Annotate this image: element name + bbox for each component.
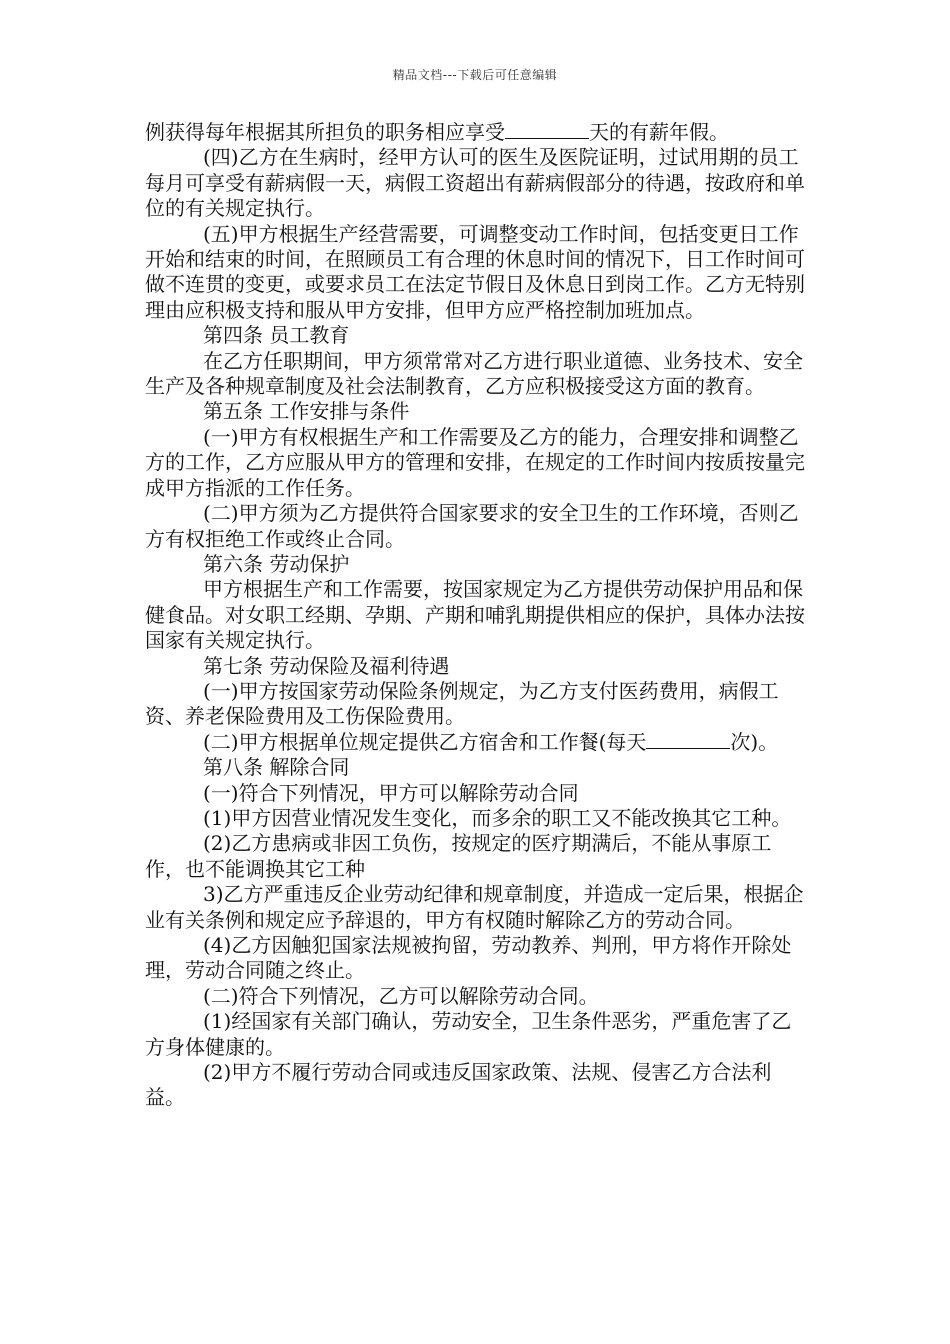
paragraph-12 (145, 730, 810, 755)
section-heading-4: 第四条 员工教育 (203, 323, 350, 348)
paragraph-1: (四)乙方在生病时，经甲方认可的医生及医院证明，过试用期的员工每月可享受有薪病假一天，病假工资超出有薪病假部分的待遇，按政府和单位的有关规定执行。 (145, 145, 805, 221)
paragraph-12-text-end: 次)。 (730, 729, 779, 754)
paragraph-4: 在乙方任职期间，甲方须常常对乙方进行职业道德、业务技术、安全生产及各种规章制度及社会法制教育，乙方应积极接受这方面的教育。 (145, 348, 803, 399)
paragraph-0 (145, 120, 810, 145)
paragraph-0-text-end: 天的有薪年假。 (589, 120, 729, 144)
paragraph-2: (五)甲方根据生产经营需要，可调整变动工作时间，包括变更日工作开始和结束的时间，在照顾员工有合理的休息时间的情况下，日工作时间可做不连贯的变更，或要求员工在法定节假日及休息日到岗工作。乙方无特别理由应积极支持和服从甲方安排，但甲方应严格控制加班加点。 (145, 221, 805, 322)
fill-in-blank (646, 730, 730, 749)
paragraph-16: (2)乙方患病或非因工负伤，按规定的医疗期满后，不能从事原工作，也不能调换其它工种 (145, 831, 772, 881)
page-header: 精品文档---下载后可任意编辑 (392, 68, 558, 82)
section-heading-6: 第六条 劳动保护 (203, 551, 350, 576)
paragraph-18: (4)乙方因触犯国家法规被拘留，劳动教养、判刑，甲方将作开除处理，劳动合同随之终止。 (145, 933, 792, 983)
paragraph-15: (1)甲方因营业情况发生变化，而多余的职工又不能改换其它工种。 (203, 805, 792, 830)
paragraph-14: (一)符合下列情况，甲方可以解除劳动合同 (203, 780, 579, 805)
paragraph-17: 3)乙方严重违反企业劳动纪律和规章制度，并造成一定后果，根据企业有关条例和规定应予辞退的，甲方有权随时解除乙方的劳动合同。 (145, 882, 804, 932)
paragraph-11: (一)甲方按国家劳动保险条例规定，为乙方支付医药费用，病假工资、养老保险费用及工伤保险费用。 (145, 678, 779, 729)
paragraph-9: 甲方根据生产和工作需要，按国家规定为乙方提供劳动保护用品和保健食品。对女职工经期、孕期、产期和哺乳期提供相应的保护，具体办法按国家有关规定执行。 (145, 577, 805, 653)
paragraph-6: (一)甲方有权根据生产和工作需要及乙方的能力，合理安排和调整乙方的工作，乙方应服从甲方的管理和安排，在规定的工作时间内按质按量完成甲方指派的工作任务。 (145, 424, 805, 500)
paragraph-0-text: 例获得每年根据其所担负的职务相应享受 (145, 120, 505, 144)
section-heading-8: 第八条 解除合同 (203, 755, 350, 780)
section-heading-5: 第五条 工作安排与条件 (203, 399, 410, 424)
document-body (145, 120, 810, 1111)
section-heading-7: 第七条 劳动保险及福利待遇 (203, 653, 450, 678)
paragraph-21: (2)甲方不履行劳动合同或违反国家政策、法规、侵害乙方合法利益。 (145, 1060, 772, 1110)
paragraph-20: (1)经国家有关部门确认，劳动安全，卫生条件恶劣，严重危害了乙方身体健康的。 (145, 1009, 792, 1059)
paragraph-7: (二)甲方须为乙方提供符合国家要求的安全卫生的工作环境，否则乙方有权拒绝工作或终止合同。 (145, 501, 799, 551)
paragraph-19: (二)符合下列情况，乙方可以解除劳动合同。 (203, 983, 599, 1008)
fill-in-blank (505, 120, 589, 139)
paragraph-12-text: (二)甲方根据单位规定提供乙方宿舍和工作餐(每天 (203, 729, 647, 754)
